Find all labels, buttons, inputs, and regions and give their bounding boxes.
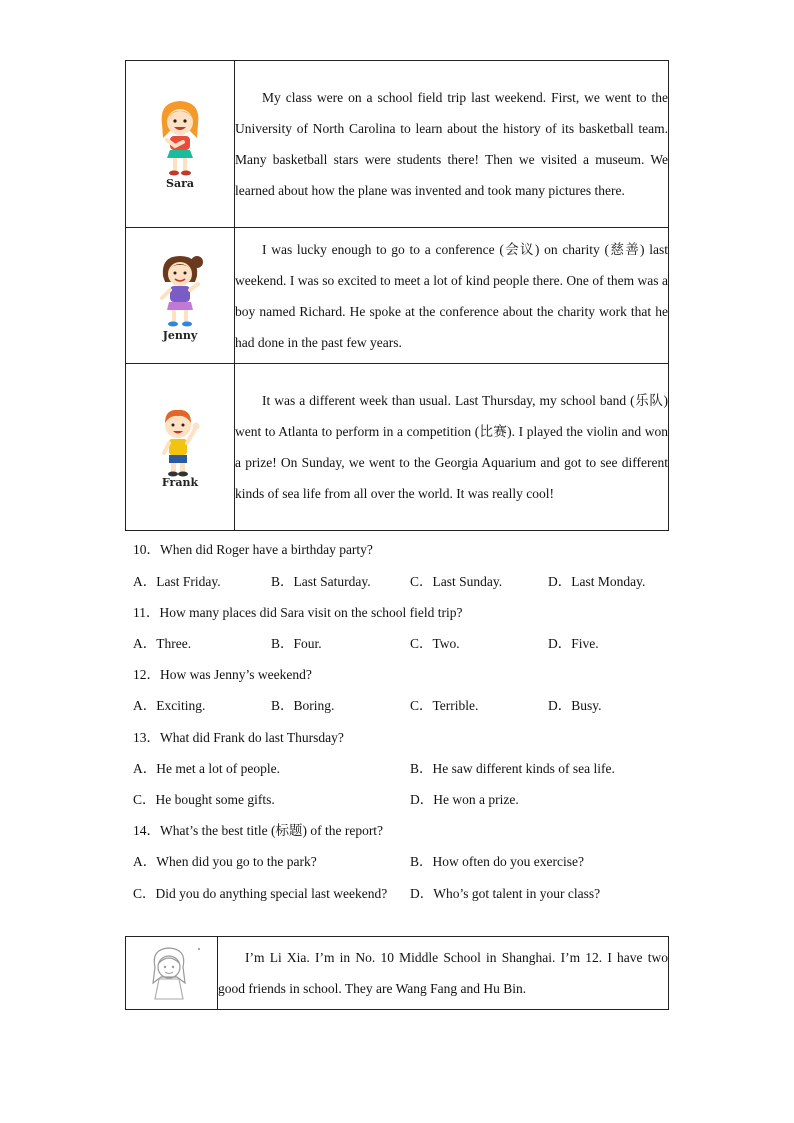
story-row-sara xyxy=(126,61,669,228)
question-11-option-a[interactable]: A．Three. xyxy=(133,636,192,651)
question-14: 14．What’s the best title (标题) of the report? xyxy=(133,823,384,838)
question-12-option-c[interactable]: C．Terrible. xyxy=(410,698,479,713)
intro-picture-cell xyxy=(126,937,218,1010)
sara-text-cell xyxy=(235,61,669,228)
jenny-text-cell xyxy=(235,228,669,364)
sara-story-text: My class were on a school field trip last weekend. First, we went to the University of North Carolina to learn about the history of its basketball team. Many basketball stars were students there! Then we visited a museum. We learned about how the plane was invented and took many pictures there. xyxy=(235,90,668,198)
question-11: 11．How many places did Sara visit on the school field trip? xyxy=(133,605,463,620)
question-12-option-d[interactable]: D．Busy. xyxy=(548,698,602,713)
question-13-option-d[interactable]: D．He won a prize. xyxy=(410,792,519,807)
question-10-option-b[interactable]: B．Last Saturday. xyxy=(271,574,371,589)
question-12: 12．How was Jenny’s weekend? xyxy=(133,667,312,682)
question-13: 13．What did Frank do last Thursday? xyxy=(133,730,344,745)
story-row-jenny xyxy=(126,228,669,364)
question-10: 10．When did Roger have a birthday party? xyxy=(133,542,373,557)
question-14-option-a[interactable]: A．When did you go to the park? xyxy=(133,854,317,869)
question-12-option-b[interactable]: B．Boring. xyxy=(271,698,335,713)
story-table xyxy=(125,60,669,531)
question-10-option-d[interactable]: D．Last Monday. xyxy=(548,574,646,589)
jenny-name-label: Jenny xyxy=(162,328,198,342)
jenny-cartoon-icon xyxy=(153,250,207,332)
sara-name-label: Sara xyxy=(166,177,194,190)
frank-name-label: Frank xyxy=(161,476,199,489)
question-13-option-b[interactable]: B．He saw different kinds of sea life. xyxy=(410,761,615,776)
jenny-story-text: I was lucky enough to go to a conference (会议) on charity (慈善) last weekend. I was so excited to meet a lot of kind people there. One of them was a boy named Richard. He spoke at the conference about the charity work that he had done in the past few years. xyxy=(235,241,668,350)
frank-text-cell xyxy=(235,364,669,531)
frank-story-text: It was a different week than usual. Last Thursday, my school band (乐队) went to Atlanta to perform in a competition (比赛). I played the violin and won a prize! On Sunday, we went to the Georgia Aquarium and got to see different kinds of sea life from all over the world. It was really cool! xyxy=(235,393,668,501)
question-14-option-d[interactable]: D．Who’s got talent in your class? xyxy=(410,886,601,901)
girl-sketch-icon xyxy=(137,943,207,1003)
story-row-frank xyxy=(126,364,669,531)
intro-text: I’m Li Xia. I’m in No. 10 Middle School in Shanghai. I’m 12. I have two good friends in school. They are Wang Fang and Hu Bin. xyxy=(218,950,668,996)
question-10-option-a[interactable]: A．Last Friday. xyxy=(133,574,221,589)
frank-picture-cell xyxy=(126,364,235,531)
question-11-option-b[interactable]: B．Four. xyxy=(271,636,322,651)
jenny-picture-cell xyxy=(126,228,235,364)
question-11-option-d[interactable]: D．Five. xyxy=(548,636,599,651)
question-13-option-a[interactable]: A．He met a lot of people. xyxy=(133,761,280,776)
sara-picture-cell xyxy=(126,61,235,228)
frank-cartoon-icon xyxy=(153,405,207,479)
question-13-option-c[interactable]: C．He bought some gifts. xyxy=(133,792,275,807)
question-14-option-b[interactable]: B．How often do you exercise? xyxy=(410,854,584,869)
sara-cartoon-icon xyxy=(153,98,207,180)
question-14-option-c[interactable]: C．Did you do anything special last weekend? xyxy=(133,886,388,901)
intro-table xyxy=(125,936,669,1010)
question-10-option-c[interactable]: C．Last Sunday. xyxy=(410,574,503,589)
question-11-option-c[interactable]: C．Two. xyxy=(410,636,460,651)
intro-text-cell xyxy=(218,937,669,1010)
question-12-option-a[interactable]: A．Exciting. xyxy=(133,698,206,713)
